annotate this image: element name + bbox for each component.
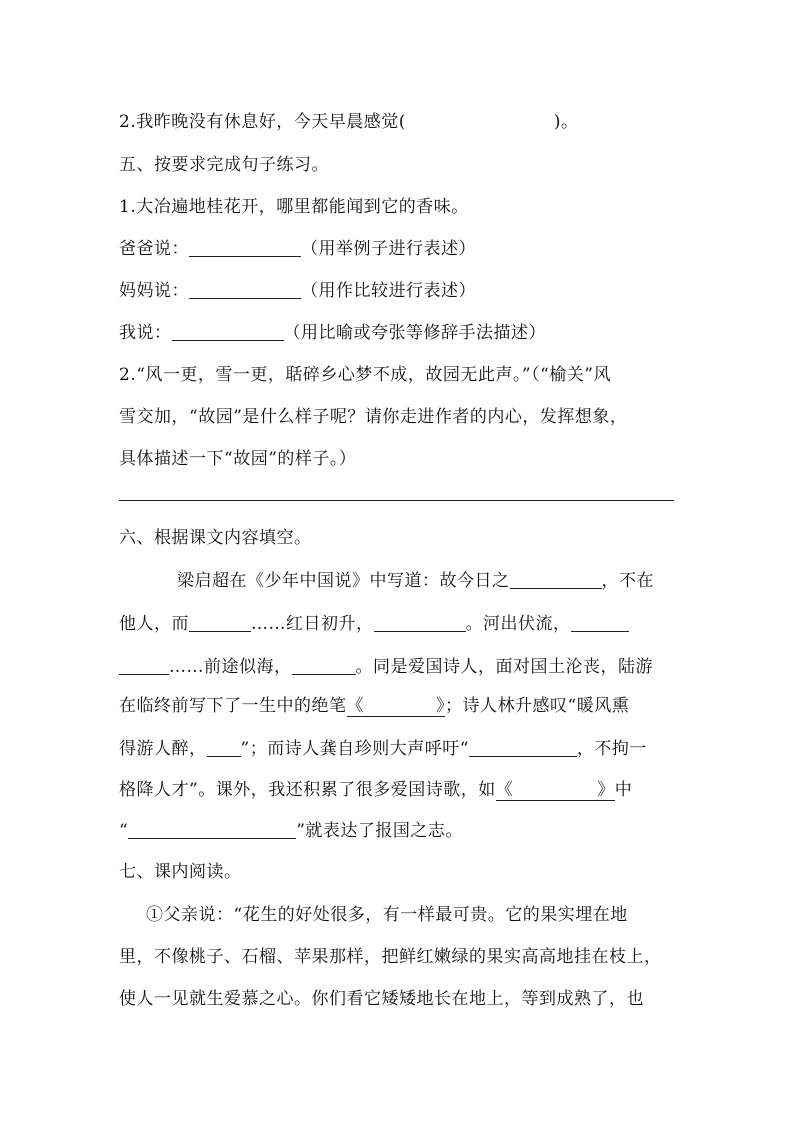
section-5-title: 五、按要求完成句子练习。: [119, 155, 329, 175]
fill-line-2: 他人，而 ……红日初升， 。河出伏流，: [119, 609, 629, 634]
fill-line-3: ……前途似海， 。同是爱国诗人，面对国土沦丧，陆游: [119, 652, 653, 677]
fill-line-1: 梁启超在《少年中国说》中写道：故今日之 ，不在: [177, 571, 654, 591]
me-answer-blank[interactable]: [172, 322, 284, 341]
fill-blank[interactable]: [513, 780, 597, 798]
fill-blank[interactable]: [189, 613, 251, 632]
fill-blank[interactable]: [364, 696, 436, 714]
fill-blank[interactable]: [292, 656, 356, 675]
fill-blank[interactable]: [374, 613, 466, 632]
me-line: 我说： （用比喻或夸张等修辞手法描述）: [119, 323, 546, 343]
question-5-2-line-1: 2.“风一更，雪一更，聒碎乡心梦不成，故园无此声。”（“榆关”风: [119, 365, 611, 385]
fill-line-7: “ ”就表达了报国之志。: [119, 821, 463, 841]
section-7-title: 七、课内阅读。: [119, 862, 242, 882]
fill-blank[interactable]: [128, 820, 296, 839]
question-5-2-line-2: 雪交加，“故园”是什么样子呢？请你走进作者的内心，发挥想象，: [119, 407, 628, 427]
section-6-title: 六、根据课文内容填空。: [119, 528, 312, 548]
fill-blank[interactable]: [510, 570, 602, 589]
reading-line-1: ①父亲说：“花生的好处很多，有一样最可贵。它的果实埋在地: [146, 905, 628, 925]
fill-blank[interactable]: [207, 738, 241, 757]
fill-line-4: 在临终前写下了一生中的绝笔《 》；诗人林升感叹“暖风熏: [119, 696, 630, 716]
reading-line-2: 里，不像桃子、石榴、苹果那样，把鲜红嫩绿的果实高高地挂在枝上，: [119, 947, 662, 967]
answer-blank[interactable]: [406, 112, 554, 130]
dad-answer-blank[interactable]: [189, 238, 301, 257]
dad-line: 爸爸说： （用举例子进行表述）: [119, 239, 476, 259]
fill-line-5: 得游人醉， ”；而诗人龚自珍则大声呼吁“ ，不拘一: [119, 739, 647, 759]
answer-line[interactable]: [119, 500, 674, 501]
fill-blank[interactable]: [571, 613, 629, 632]
mom-line: 妈妈说： （用作比较进行表述）: [119, 281, 476, 301]
question-5-1: 1.大冶遍地桂花开，哪里都能闻到它的香味。: [119, 197, 469, 217]
question-5-2-line-3: 具体描述一下“故园”的样子。）: [119, 449, 357, 469]
fill-blank[interactable]: [469, 738, 577, 757]
fill-blank[interactable]: [119, 656, 169, 675]
mom-answer-blank[interactable]: [189, 280, 301, 299]
reading-line-3: 使人一见就生爱慕之心。你们看它矮矮地长在地上，等到成熟了，也: [119, 989, 644, 1009]
fill-line-6: 格降人才”。课外，我还积累了很多爱国诗歌，如《 》中: [119, 780, 633, 800]
question-2-prev: 2.我昨晚没有休息好，今天早晨感觉( )。: [119, 112, 579, 132]
